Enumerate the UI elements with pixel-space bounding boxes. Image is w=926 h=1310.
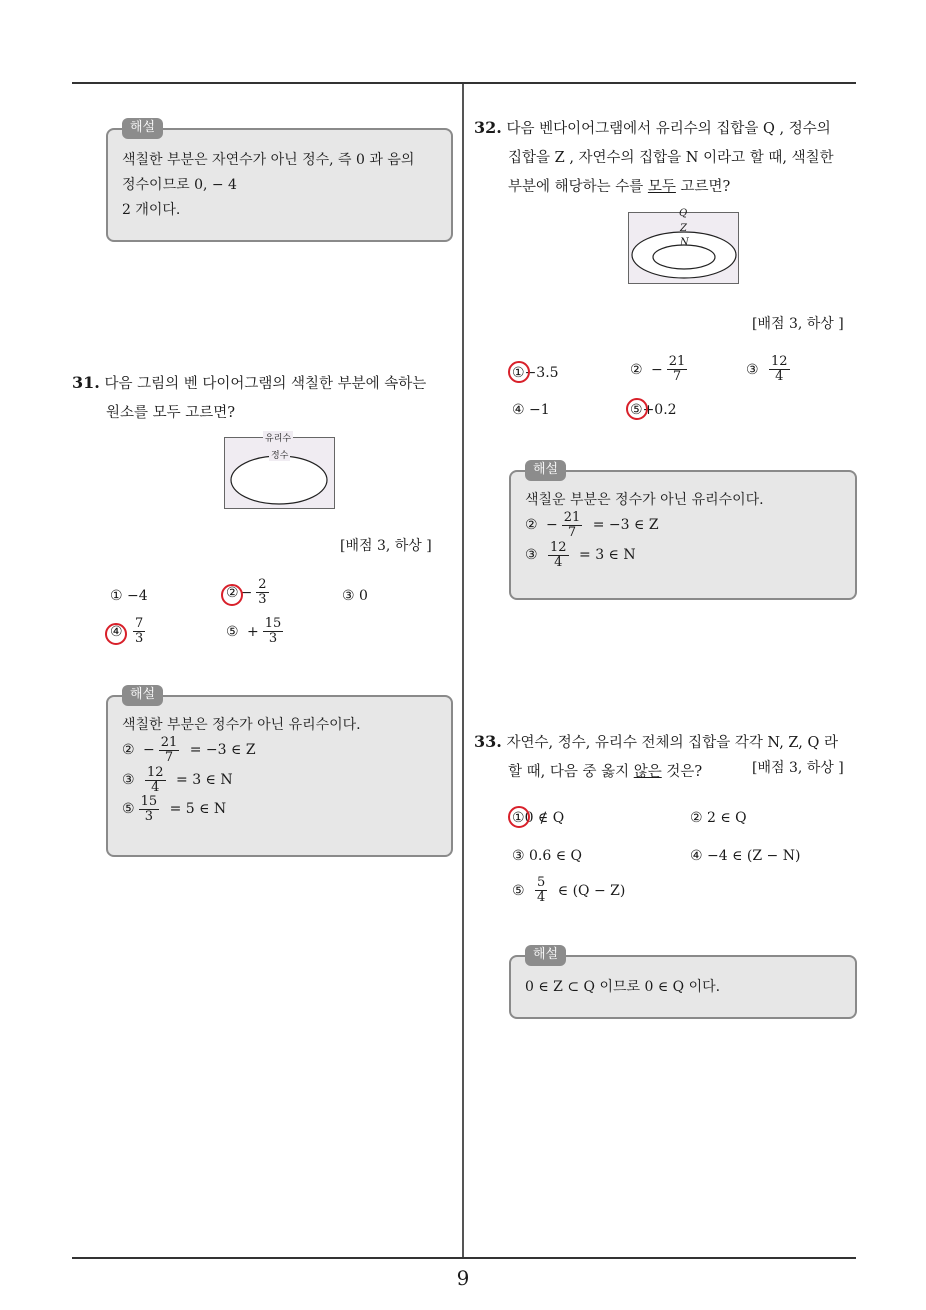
option-mark: ③ bbox=[122, 771, 135, 788]
question-text: 원소를 모두 고르면? bbox=[106, 405, 236, 421]
option-value: −4 ∈ (Z − N) bbox=[707, 848, 801, 864]
option-mark: ② bbox=[630, 361, 643, 378]
numerator: 15 bbox=[264, 616, 282, 631]
denominator: 7 bbox=[567, 525, 577, 541]
question-text: 자연수, 정수, 유리수 전체의 집합을 각각 N, Z, Q 라 bbox=[506, 735, 838, 751]
numerator: 21 bbox=[160, 735, 178, 750]
option-mark: ② bbox=[122, 742, 135, 759]
option-value: +0.2 bbox=[642, 402, 677, 418]
solution-line bbox=[122, 766, 437, 796]
solution-box-33 bbox=[509, 947, 857, 1019]
fraction bbox=[562, 511, 583, 541]
solution-box-prev bbox=[106, 120, 453, 242]
fraction bbox=[667, 355, 688, 385]
option-mark: ② bbox=[525, 517, 538, 534]
solution-tag: 해설 bbox=[525, 460, 566, 481]
option-1[interactable] bbox=[110, 588, 148, 604]
option-2[interactable] bbox=[226, 578, 271, 608]
option-mark: ⑤ bbox=[512, 882, 525, 899]
solution-line bbox=[525, 541, 841, 571]
option-value: 0.6 ∈ Q bbox=[529, 848, 583, 864]
option-mark: ① bbox=[512, 810, 525, 826]
bottom-rule bbox=[72, 1257, 856, 1259]
question-number: 32. bbox=[474, 118, 502, 137]
option-value: −3.5 bbox=[524, 365, 559, 381]
fraction bbox=[535, 876, 547, 906]
fraction bbox=[139, 795, 160, 825]
option-mark: ③ bbox=[342, 588, 355, 604]
option-value: 2 ∈ Q bbox=[707, 810, 747, 826]
option-value: 0 bbox=[359, 588, 368, 604]
fraction bbox=[256, 578, 268, 608]
solution-box-32 bbox=[509, 462, 857, 600]
denominator: 4 bbox=[151, 779, 160, 795]
option-1[interactable] bbox=[512, 810, 564, 826]
solution-line: 정수이므로 0, − 4 bbox=[122, 177, 237, 194]
score-label: [배점 3, 하상 ] bbox=[752, 760, 844, 776]
numerator: 21 bbox=[563, 510, 581, 525]
venn-label-q: Q bbox=[679, 208, 688, 219]
text-part: 할 때, 다음 중 옳지 bbox=[508, 764, 634, 780]
question-text bbox=[474, 173, 864, 202]
option-mark: ① bbox=[512, 365, 525, 381]
score-label: [배점 3, 하상 ] bbox=[752, 316, 844, 332]
option-mark: ④ bbox=[512, 402, 525, 418]
option-value: 0 ∉ Q bbox=[524, 810, 565, 826]
numerator: 2 bbox=[258, 577, 267, 592]
option-mark: ③ bbox=[525, 546, 538, 563]
expression: = 3 ∈ N bbox=[176, 771, 233, 788]
option-2[interactable] bbox=[630, 355, 689, 385]
question-number: 33. bbox=[474, 732, 502, 751]
numerator: 5 bbox=[537, 875, 546, 890]
option-5[interactable] bbox=[226, 617, 285, 647]
venn-label-rational: 유리수 bbox=[263, 431, 293, 444]
option-mark: ② bbox=[690, 810, 703, 826]
underlined-word: 않은 bbox=[633, 764, 662, 780]
numerator: 7 bbox=[135, 616, 144, 631]
sign: − bbox=[143, 742, 155, 759]
venn-label-integer: 정수 bbox=[269, 448, 290, 461]
solution-tag: 해설 bbox=[525, 945, 566, 966]
option-sign: − bbox=[651, 361, 663, 378]
solution-line: 2 개이다. bbox=[122, 202, 181, 219]
option-mark: ① bbox=[110, 588, 123, 604]
solution-tag: 해설 bbox=[122, 118, 163, 139]
question-31 bbox=[72, 368, 457, 428]
text-part: 고르면? bbox=[675, 179, 731, 195]
solution-tag: 해설 bbox=[122, 685, 163, 706]
fraction bbox=[145, 766, 166, 796]
expression: = 3 ∈ N bbox=[579, 546, 636, 563]
numerator: 21 bbox=[668, 354, 686, 369]
question-text: 다음 벤다이어그램에서 유리수의 집합을 Q , 정수의 bbox=[506, 121, 831, 137]
solution-line bbox=[525, 511, 841, 541]
solution-line: 색칠한 부분은 정수가 아닌 유리수이다. bbox=[122, 717, 361, 733]
option-value: ∈ (Q − Z) bbox=[557, 882, 626, 899]
option-5[interactable] bbox=[512, 876, 625, 906]
venn-label-n: N bbox=[680, 237, 689, 248]
solution-box-31 bbox=[106, 687, 453, 857]
option-mark: ④ bbox=[690, 848, 703, 864]
denominator: 3 bbox=[135, 631, 144, 647]
fraction bbox=[548, 541, 569, 571]
option-4[interactable] bbox=[690, 848, 800, 864]
option-mark: ⑤ bbox=[226, 623, 239, 640]
option-3[interactable] bbox=[342, 588, 368, 604]
fraction bbox=[263, 617, 284, 647]
option-mark: ③ bbox=[512, 848, 525, 864]
expression: = 5 ∈ N bbox=[169, 801, 227, 818]
option-mark: ④ bbox=[110, 623, 123, 640]
solution-line: 색칠운 부분은 정수가 아닌 유리수이다. bbox=[525, 492, 764, 508]
question-32 bbox=[474, 113, 864, 202]
option-2[interactable] bbox=[690, 810, 747, 826]
numerator: 15 bbox=[140, 794, 158, 810]
numerator: 12 bbox=[771, 354, 788, 369]
option-mark: ⑤ bbox=[630, 402, 643, 418]
option-value: −1 bbox=[529, 402, 550, 418]
option-value: −4 bbox=[127, 588, 148, 604]
page-number: 9 bbox=[456, 1266, 470, 1290]
denominator: 7 bbox=[672, 369, 682, 385]
numerator: 12 bbox=[550, 539, 567, 555]
numerator: 12 bbox=[147, 764, 164, 780]
denominator: 4 bbox=[775, 369, 784, 385]
text-part: 부분에 해당하는 수를 bbox=[508, 179, 648, 195]
expression: = −3 ∈ Z bbox=[592, 517, 659, 534]
denominator: 4 bbox=[537, 890, 546, 906]
fraction bbox=[133, 617, 145, 647]
denominator: 3 bbox=[258, 592, 267, 608]
option-5[interactable] bbox=[630, 402, 677, 418]
option-1[interactable] bbox=[512, 365, 559, 381]
text-part: 것은? bbox=[661, 764, 703, 780]
question-text: 다음 그림의 벤 다이어그램의 색칠한 부분에 속하는 bbox=[104, 376, 427, 392]
venn-diagram-32 bbox=[628, 208, 739, 284]
option-mark: ③ bbox=[746, 361, 759, 378]
expression: = −3 ∈ Z bbox=[189, 742, 256, 759]
score-label: [배점 3, 하상 ] bbox=[340, 538, 432, 554]
option-sign: − bbox=[240, 584, 253, 601]
top-rule bbox=[72, 82, 856, 84]
solution-line: 0 ∈ Z ⊂ Q 이므로 0 ∈ Q 이다. bbox=[525, 979, 721, 995]
solution-line bbox=[122, 795, 437, 825]
solution-line bbox=[122, 736, 437, 766]
option-4[interactable] bbox=[110, 617, 147, 647]
question-number: 31. bbox=[72, 373, 100, 392]
option-sign: + bbox=[247, 623, 259, 640]
underlined-word: 모두 bbox=[647, 179, 676, 195]
denominator: 7 bbox=[164, 750, 174, 766]
option-3[interactable] bbox=[746, 355, 792, 385]
option-4[interactable] bbox=[512, 402, 550, 418]
venn-label-z: Z bbox=[680, 223, 687, 234]
denominator: 3 bbox=[144, 809, 153, 825]
denominator: 4 bbox=[554, 554, 563, 570]
option-3[interactable] bbox=[512, 848, 582, 864]
option-mark: ② bbox=[226, 584, 239, 601]
column-divider bbox=[462, 84, 464, 1258]
question-text: 집합을 Z , 자연수의 집합을 N 이라고 할 때, 색칠한 bbox=[508, 150, 834, 166]
fraction bbox=[159, 736, 180, 766]
solution-line: 색칠한 부분은 자연수가 아닌 정수, 즉 0 과 음의 bbox=[122, 152, 415, 168]
sign: − bbox=[546, 517, 558, 534]
venn-diagram-31 bbox=[224, 434, 335, 509]
denominator: 3 bbox=[268, 631, 278, 647]
fraction bbox=[769, 355, 790, 385]
option-mark: ⑤ bbox=[122, 801, 135, 818]
